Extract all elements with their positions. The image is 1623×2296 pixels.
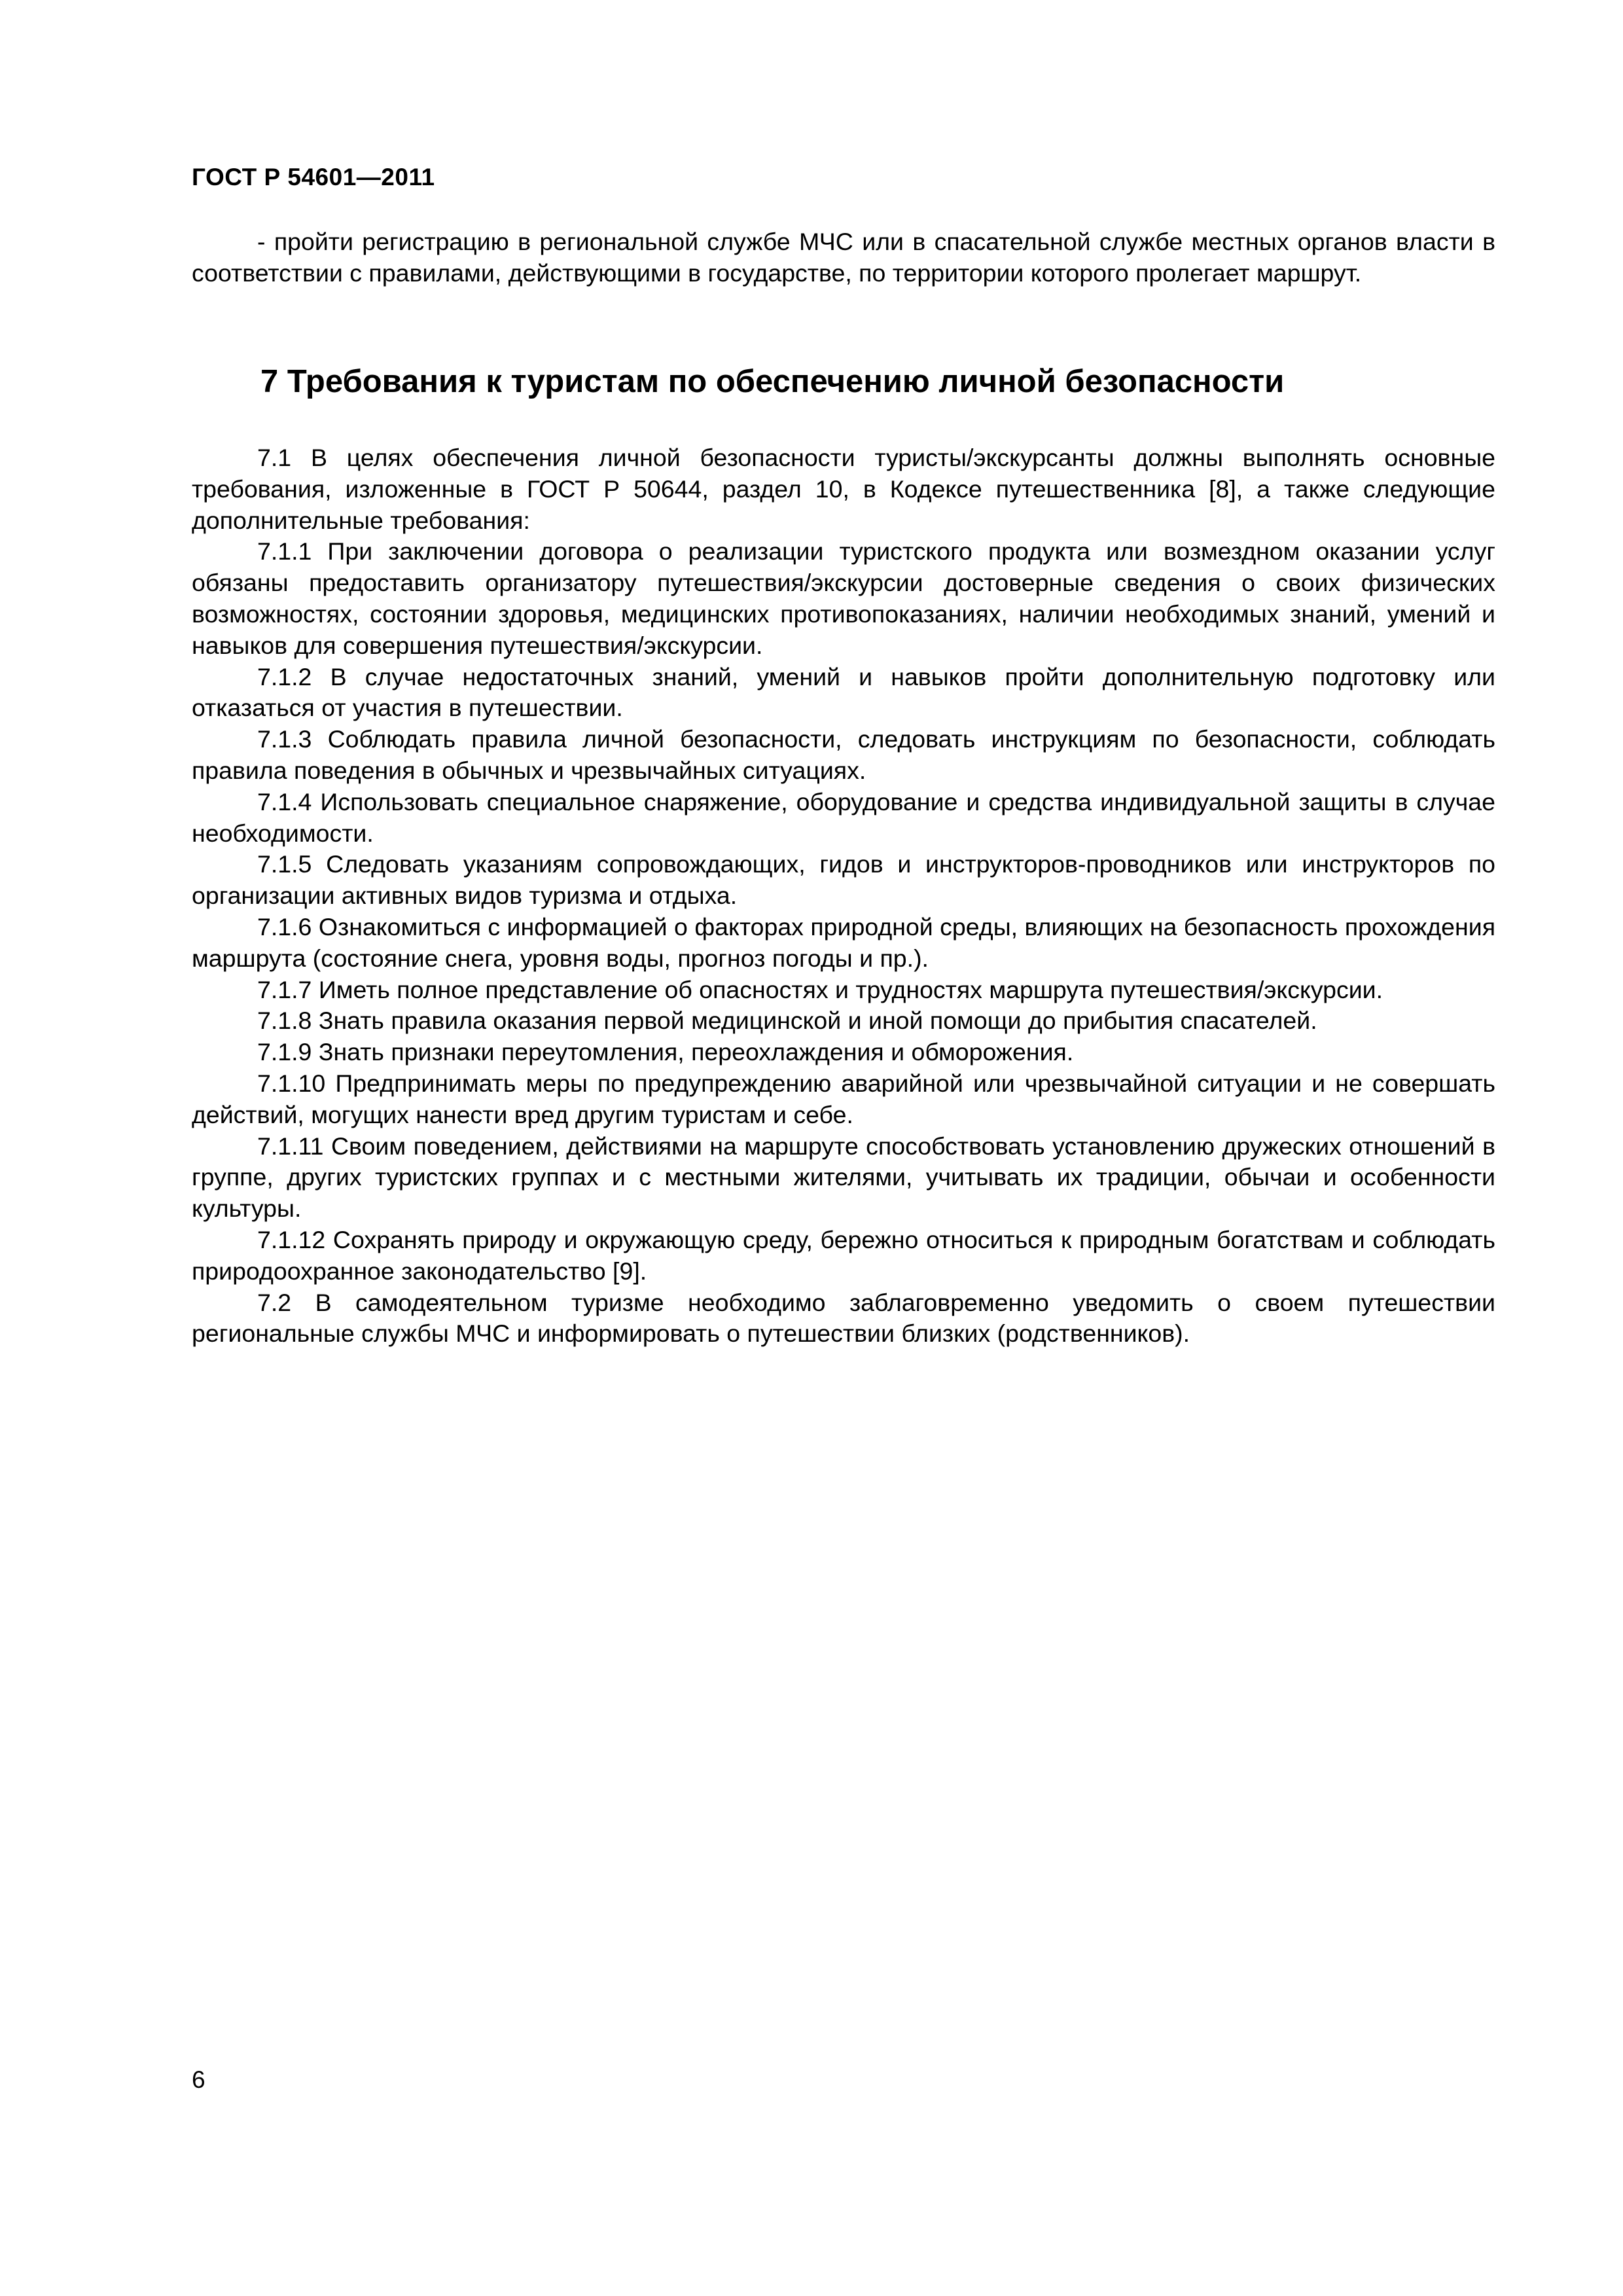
paragraph-7-1-1: 7.1.1 При заключении договора о реализации туристского продукта или возмездном оказании услуг обязаны предоставить организатору путешествия/экскурсии достоверные сведения о своих физических возможностях, состоянии здоровья, медицинских противопоказаниях, наличии необходимых знаний, умений и навыков для совершения путешествия/экскурсии.	[192, 537, 1495, 659]
intro-text-block	[192, 226, 1495, 289]
intro-paragraph: - пройти регистрацию в региональной службе МЧС или в спасательной службе местных органов власти в соответствии с правилами, действующими в государстве, по территории которого пролегает маршрут.	[192, 228, 1495, 287]
paragraph-7-1-8: 7.1.8 Знать правила оказания первой медицинской и иной помощи до прибытия спасателей.	[257, 1007, 1317, 1035]
paragraph-7-1-11: 7.1.11 Своим поведением, действиями на маршруте способствовать установлению дружеских отношений в группе, других туристских группах и с местными жителями, учитывать их традиции, обычаи и особенности культуры.	[192, 1132, 1495, 1223]
section-title: 7 Требования к туристам по обеспечению личной безопасности	[260, 364, 1285, 399]
paragraph-7-1-2: 7.1.2 В случае недостаточных знаний, умений и навыков пройти дополнительную подготовку или отказаться от участия в путешествии.	[192, 662, 1495, 722]
paragraph-7-2: 7.2 В самодеятельном туризме необходимо заблаговременно уведомить о своем путешествии региональные службы МЧС и информировать о путешествии близких (родственников).	[192, 1288, 1495, 1348]
document-header-id: ГОСТ Р 54601—2011	[192, 164, 435, 190]
paragraph-7-1-9: 7.1.9 Знать признаки переутомления, переохлаждения и обморожения.	[257, 1038, 1074, 1066]
paragraph-7-1-10: 7.1.10 Предпринимать меры по предупреждению аварийной или чрезвычайной ситуации и не совершать действий, могущих нанести вред другим туристам и себе.	[192, 1069, 1495, 1128]
page-number: 6	[192, 2066, 205, 2093]
section-body	[192, 442, 1495, 1350]
paragraph-7-1-3: 7.1.3 Соблюдать правила личной безопасности, следовать инструкциям по безопасности, соблюдать правила поведения в обычных и чрезвычайных ситуациях.	[192, 725, 1495, 784]
paragraph-7-1-6: 7.1.6 Ознакомиться с информацией о факторах природной среды, влияющих на безопасность прохождения маршрута (состояние снега, уровня воды, прогноз погоды и пр.).	[192, 912, 1495, 972]
paragraph-7-1: 7.1 В целях обеспечения личной безопасности туристы/экскурсанты должны выполнять основные требования, изложенные в ГОСТ Р 50644, раздел 10, в Кодексе путешественника [8], а также следующие дополнительные требования:	[192, 444, 1495, 534]
paragraph-7-1-4: 7.1.4 Использовать специальное снаряжение, оборудование и средства индивидуальной защиты в случае необходимости.	[192, 787, 1495, 847]
paragraph-7-1-12: 7.1.12 Сохранять природу и окружающую среду, бережно относиться к природным богатствам и соблюдать природоохранное законодательство [9].	[192, 1225, 1495, 1285]
paragraph-7-1-5: 7.1.5 Следовать указаниям сопровождающих, гидов и инструкторов-проводников или инструкторов по организации активных видов туризма и отдыха.	[192, 850, 1495, 910]
paragraph-7-1-7: 7.1.7 Иметь полное представление об опасностях и трудностях маршрута путешествия/экскурсии.	[257, 975, 1383, 1003]
